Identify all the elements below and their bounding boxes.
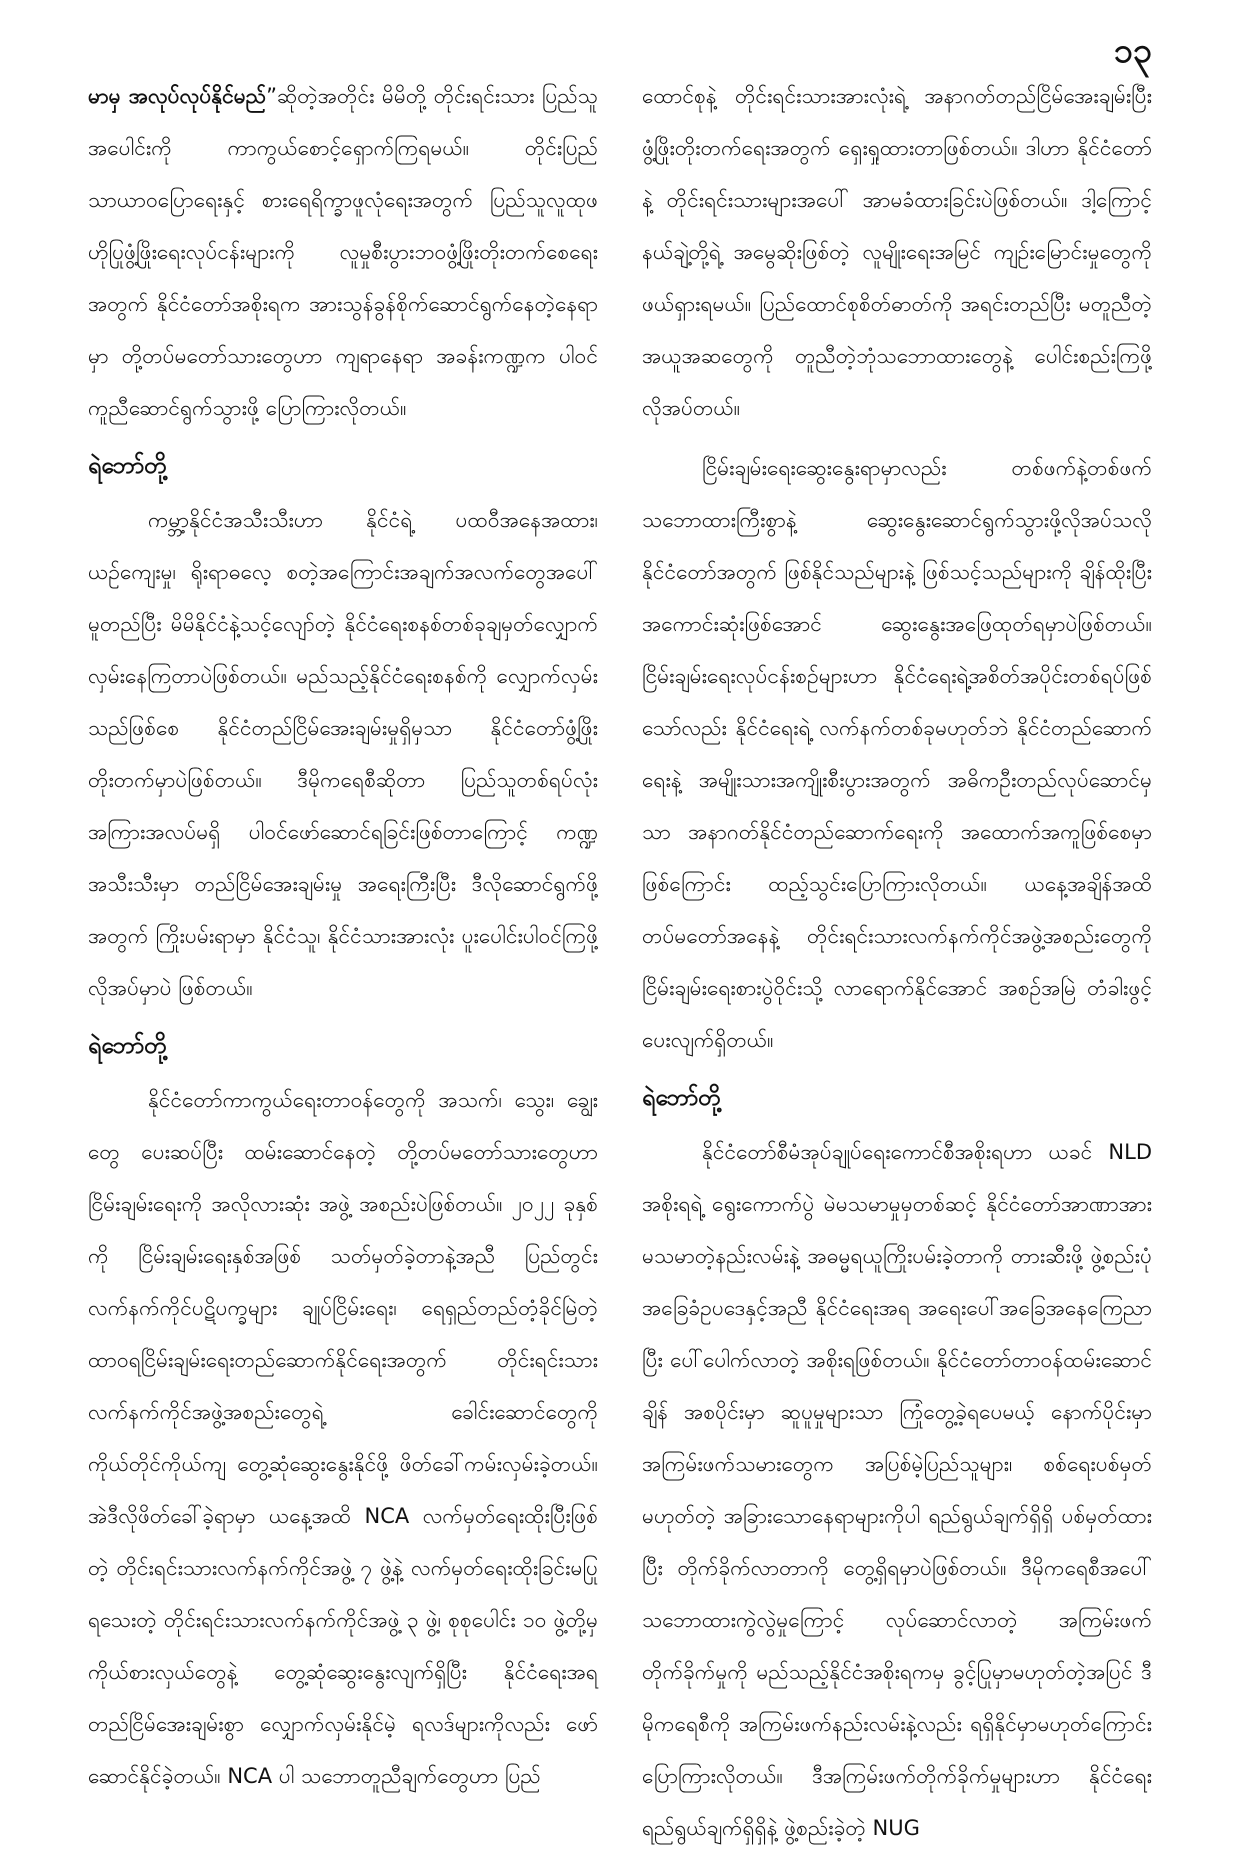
section-heading: ရဲဘော်တို့ bbox=[88, 1033, 167, 1059]
paragraph-text: ”ဆိုတဲ့အတိုင်း မိမိတို့ တိုင်းရင်းသား ပြည်သူအပေါင်းကို ကာကွယ်စောင့်ရှောက်ကြရမယ်။ တိုင်းပြည်သာယာဝပြောရေးနှင့် စားရေရိက္ခာဖူလုံရေးအတွက် ပြည်သူလူထုဖဟိုပြုဖွံ့ဖြိုးရေးလုပ်ငန်းများကို လူမှုစီးပွားဘဝဖွံ့ဖြိုးတိုးတက်စေရေးအတွက် နိုင်ငံတော်အစိုးရက အားသွန်ခွန်စိုက်ဆောင်ရွက်နေတဲ့နေရာမှာ တို့တပ်မတော်သားတွေဟာ ကျရာနေရာ အခန်းကဏ္ဍက ပါဝင်ကူညီဆောင်ရွက်သွားဖို့ ပြောကြားလိုတယ်။ bbox=[88, 84, 598, 420]
paragraph bbox=[88, 70, 598, 434]
page-number: ၁၃ bbox=[1113, 31, 1152, 71]
paragraph: နိုင်ငံတော်ကာကွယ်ရေးတာဝန်တွေကို အသက်၊ သွေး၊ ချွေးတွေ ပေးဆပ်ပြီး ထမ်းဆောင်နေတဲ့ တို့တပ်မတော်သားတွေဟာ ငြိမ်းချမ်းရေးကို အလိုလားဆုံး အဖွဲ့ အစည်းပဲဖြစ်တယ်။ ၂၀၂၂ ခုနှစ်ကို ငြိမ်းချမ်းရေးနှစ်အဖြစ် သတ်မှတ်ခဲ့တာနဲ့အညီ ပြည်တွင်းလက်နက်ကိုင်ပဋိပက္ခများ ချုပ်ငြိမ်းရေး၊ ရေရှည်တည်တံ့ခိုင်မြဲတဲ့ ထာဝရငြိမ်းချမ်းရေးတည်ဆောက်နိုင်ရေးအတွက် တိုင်းရင်းသားလက်နက်ကိုင်အဖွဲ့အစည်းတွေရဲ့ ခေါင်းဆောင်တွေကို ကိုယ်တိုင်ကိုယ်ကျ တွေ့ဆုံဆွေးနွေးနိုင်ဖို့ ဖိတ်ခေါ်ကမ်းလှမ်းခဲ့တယ်။ အဲဒီလိုဖိတ်ခေါ်ခဲ့ရာမှာ ယနေ့အထိ NCA လက်မှတ်ရေးထိုးပြီးဖြစ်တဲ့ တိုင်းရင်းသားလက်နက်ကိုင်အဖွဲ့ ၇ ဖွဲ့နဲ့ လက်မှတ်ရေးထိုးခြင်းမပြုရသေးတဲ့ တိုင်းရင်းသားလက်နက်ကိုင်အဖွဲ့ ၃ ဖွဲ့၊ စုစုပေါင်း ၁၀ ဖွဲ့တို့မှ ကိုယ်စားလှယ်တွေနဲ့ တွေ့ဆုံဆွေးနွေးလျက်ရှိပြီး နိုင်ငံရေးအရ တည်ငြိမ်အေးချမ်းစွာ လျှောက်လှမ်းနိုင်မဲ့ ရလဒ်များကိုလည်း ဖော်ဆောင်နိုင်ခဲ့တယ်။ NCA ပါ သဘောတူညီချက်တွေဟာ ပြည် bbox=[88, 1088, 598, 1788]
lead-phrase: မာမှ အလုပ်လုပ်နိုင်မည် bbox=[88, 84, 267, 108]
right-column bbox=[642, 70, 1152, 1840]
paragraph: ထောင်စုနဲ့ တိုင်းရင်းသားအားလုံးရဲ့ အနာဂတ်တည်ငြိမ်အေးချမ်းပြီး ဖွံ့ဖြိုးတိုးတက်ရေးအတွက် ရှေးရှုထားတာဖြစ်တယ်။ ဒါဟာ နိုင်ငံတော်နဲ့ တိုင်းရင်းသားများအပေါ် အာမခံထားခြင်းပဲဖြစ်တယ်။ ဒါ့ကြောင့် နယ်ချဲ့တို့ရဲ့ အမွေဆိုးဖြစ်တဲ့ လူမျိုးရေးအမြင် ကျဉ်းမြောင်းမှုတွေကို ဖယ်ရှားရမယ်။ ပြည်ထောင်စုစိတ်ဓာတ်ကို အရင်းတည်ပြီး မတူညီတဲ့ အယူအဆတွေကို တူညီတဲ့ဘုံသဘောထားတွေနဲ့ ပေါင်းစည်းကြဖို့ လိုအပ်တယ်။ bbox=[642, 84, 1152, 420]
section-heading: ရဲဘော်တို့ bbox=[642, 1085, 721, 1111]
left-column bbox=[88, 70, 598, 1788]
article-body bbox=[88, 70, 1152, 1840]
paragraph: ကမ္ဘာ့နိုင်ငံအသီးသီးဟာ နိုင်ငံရဲ့ ပထဝီအနေအထား၊ ယဉ်ကျေးမှု၊ ရိုးရာဓလေ့ စတဲ့အကြောင်းအချက်အလက်တွေအပေါ်မူတည်ပြီး မိမိနိုင်ငံနဲ့သင့်လျော်တဲ့ နိုင်ငံရေးစနစ်တစ်ခုချမှတ်လျှောက်လှမ်းနေကြတာပဲဖြစ်တယ်။ မည်သည့်နိုင်ငံရေးစနစ်ကို လျှောက်လှမ်းသည်ဖြစ်စေ နိုင်ငံတည်ငြိမ်အေးချမ်းမှုရှိမှသာ နိုင်ငံတော်ဖွံ့ဖြိုးတိုးတက်မှာပဲဖြစ်တယ်။ ဒီမိုကရေစီဆိုတာ ပြည်သူတစ်ရပ်လုံး အကြားအလပ်မရှိ ပါဝင်ဖော်ဆောင်ရခြင်းဖြစ်တာကြောင့် ကဏ္ဍအသီးသီးမှာ တည်ငြိမ်အေးချမ်းမှု အရေးကြီးပြီး ဒီလိုဆောင်ရွက်ဖို့အတွက် ကြိုးပမ်းရာမှာ နိုင်ငံသူ၊ နိုင်ငံသားအားလုံး ပူးပေါင်းပါဝင်ကြဖို့လိုအပ်မှာပဲ ဖြစ်တယ်။ bbox=[88, 508, 598, 1000]
paragraph: နိုင်ငံတော်စီမံအုပ်ချုပ်ရေးကောင်စီအစိုးရဟာ ယခင် NLD အစိုးရရဲ့ ရွေးကောက်ပွဲ မဲမသမာမှုမှတစ်ဆင့် နိုင်ငံတော်အာဏာအား မသမာတဲ့နည်းလမ်းနဲ့ အဓမ္မရယူကြိုးပမ်းခဲ့တာကို တားဆီးဖို့ ဖွဲ့စည်းပုံအခြေခံဥပဒေနှင့်အညီ နိုင်ငံရေးအရ အရေးပေါ်အခြေအနေကြေညာပြီး ပေါ်ပေါက်လာတဲ့ အစိုးရဖြစ်တယ်။ နိုင်ငံတော်တာဝန်ထမ်းဆောင်ချိန် အစပိုင်းမှာ ဆူပူမှုများသာ ကြုံတွေ့ခဲ့ရပေမယ့် နောက်ပိုင်းမှာ အကြမ်းဖက်သမားတွေက အပြစ်မဲ့ပြည်သူများ၊ စစ်ရေးပစ်မှတ်မဟုတ်တဲ့ အခြားသောနေရာများကိုပါ ရည်ရွယ်ချက်ရှိရှိ ပစ်မှတ်ထားပြီး တိုက်ခိုက်လာတာကို တွေ့ရှိရမှာပဲဖြစ်တယ်။ ဒီမိုကရေစီအပေါ် သဘောထားကွဲလွဲမှုကြောင့် လုပ်ဆောင်လာတဲ့ အကြမ်းဖက်တိုက်ခိုက်မှုကို မည်သည့်နိုင်ငံအစိုးရကမှ ခွင့်ပြုမှာမဟုတ်တဲ့အပြင် ဒီမိုကရေစီကို အကြမ်းဖက်နည်းလမ်းနဲ့လည်း ရရှိနိုင်မှာမဟုတ်ကြောင်း ပြောကြားလိုတယ်။ ဒီအကြမ်းဖက်တိုက်ခိုက်မှုများဟာ နိုင်ငံရေးရည်ရွယ်ချက်ရှိရှိနဲ့ ဖွဲ့စည်းခဲ့တဲ့ NUG bbox=[642, 1140, 1152, 1840]
section-heading: ရဲဘော်တို့ bbox=[88, 453, 167, 479]
paragraph: ငြိမ်းချမ်းရေးဆွေးနွေးရာမှာလည်း တစ်ဖက်နဲ့တစ်ဖက် သဘောထားကြီးစွာနဲ့ ဆွေးနွေးဆောင်ရွက်သွားဖို့လိုအပ်သလို နိုင်ငံတော်အတွက် ဖြစ်နိုင်သည်များနဲ့ ဖြစ်သင့်သည်များကို ချိန်ထိုးပြီး အကောင်းဆုံးဖြစ်အောင် ဆွေးနွေးအဖြေထုတ်ရမှာပဲဖြစ်တယ်။ ငြိမ်းချမ်းရေးလုပ်ငန်းစဉ်များဟာ နိုင်ငံရေးရဲ့အစိတ်အပိုင်းတစ်ရပ်ဖြစ်သော်လည်း နိုင်ငံရေးရဲ့ လက်နက်တစ်ခုမဟုတ်ဘဲ နိုင်ငံတည်ဆောက်ရေးနဲ့ အမျိုးသားအကျိုးစီးပွားအတွက် အဓိကဦးတည်လုပ်ဆောင်မှသာ အနာဂတ်နိုင်ငံတည်ဆောက်ရေးကို အထောက်အကူဖြစ်စေမှာဖြစ်ကြောင်း ထည့်သွင်းပြောကြားလိုတယ်။ ယနေ့အချိန်အထိ တပ်မတော်အနေနဲ့ တိုင်းရင်းသားလက်နက်ကိုင်အဖွဲ့အစည်းတွေကို ငြိမ်းချမ်းရေးစားပွဲဝိုင်းသို့ လာရောက်နိုင်အောင် အစဉ်အမြဲ တံခါးဖွင့်ပေးလျက်ရှိတယ်။ bbox=[642, 456, 1152, 1052]
